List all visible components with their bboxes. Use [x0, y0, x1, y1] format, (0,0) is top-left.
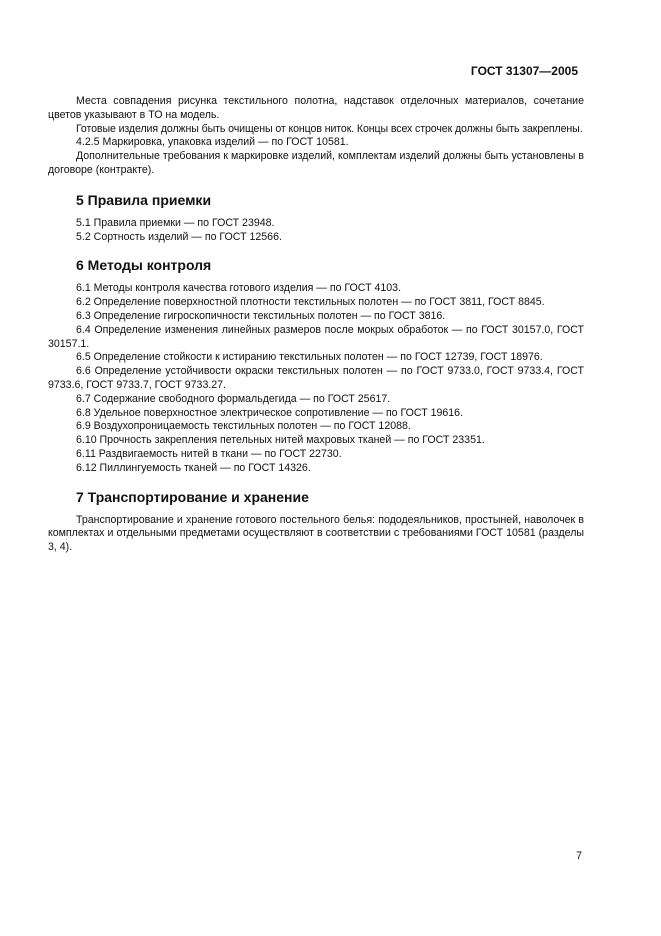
list-item: 6.1 Методы контроля качества готового изделия — по ГОСТ 4103. — [76, 282, 402, 295]
list-item: 6.4 Определение изменения линейных размеров после мокрых обработок — по ГОСТ 30157.0, ГОСТ 30157.1. — [48, 323, 584, 350]
list-item: 5.2 Сортность изделий — по ГОСТ 12566. — [76, 230, 282, 243]
list-item: 6.3 Определение гигроскопичности текстильных полотен — по ГОСТ 3816. — [76, 309, 446, 322]
list-item: 6.12 Пиллингуемость тканей — по ГОСТ 14326. — [76, 461, 311, 474]
list-item: 6.8 Удельное поверхностное электрическое сопротивление — по ГОСТ 19616. — [76, 406, 464, 419]
page-body — [48, 95, 584, 555]
section-heading-6: 6 Методы контроля — [76, 257, 212, 274]
paragraph: Готовые изделия должны быть очищены от концов ниток. Концы всех строчек должны быть закреплены. — [76, 122, 583, 135]
section-heading-5: 5 Правила приемки — [76, 191, 212, 208]
paragraph: 4.2.5 Маркировка, упаковка изделий — по ГОСТ 10581. — [76, 136, 349, 149]
paragraph: Дополнительные требования к маркировке изделий, комплектам изделий должны быть установлены в договоре (контракте). — [48, 150, 584, 176]
list-item: 5.1 Правила приемки — по ГОСТ 23948. — [76, 216, 275, 229]
list-item: 6.9 Воздухопроницаемость текстильных полотен — по ГОСТ 12088. — [76, 420, 411, 433]
list-item: 6.10 Прочность закрепления петельных нитей махровых тканей — по ГОСТ 23351. — [76, 434, 485, 447]
list-item: 6.7 Содержание свободного формальдегида — по ГОСТ 25617. — [76, 392, 391, 405]
list-item: 6.11 Раздвигаемость нитей в ткани — по ГОСТ 22730. — [76, 447, 342, 460]
list-item: 6.5 Определение стойкости к истиранию текстильных полотен — по ГОСТ 12739, ГОСТ 18976. — [76, 351, 543, 364]
document-number-header: ГОСТ 31307—2005 — [470, 64, 578, 78]
paragraph: Места совпадения рисунка текстильного полотна, надставок отделочных материалов, сочетание цветов указывают в ТО на модель. — [48, 95, 584, 121]
page-number: 7 — [576, 850, 582, 862]
list-item: 6.6 Определение устойчивости окраски текстильных полотен — по ГОСТ 9733.0, ГОСТ 9733.4, ГОСТ 9733.6, ГОСТ 9733.7, ГОСТ 9733.27. — [48, 365, 584, 391]
section-heading-7: 7 Транспортирование и хранение — [76, 488, 309, 505]
paragraph: Транспортирование и хранение готового постельного белья: пододеяльников, простыней, наволочек в комплектах и отдельными предметами осуществляют в соответствии с требованиями ГОСТ 10581 (разделы 3, 4). — [48, 513, 584, 554]
list-item: 6.2 Определение поверхностной плотности текстильных полотен — по ГОСТ 3811, ГОСТ 8845. — [76, 296, 545, 309]
